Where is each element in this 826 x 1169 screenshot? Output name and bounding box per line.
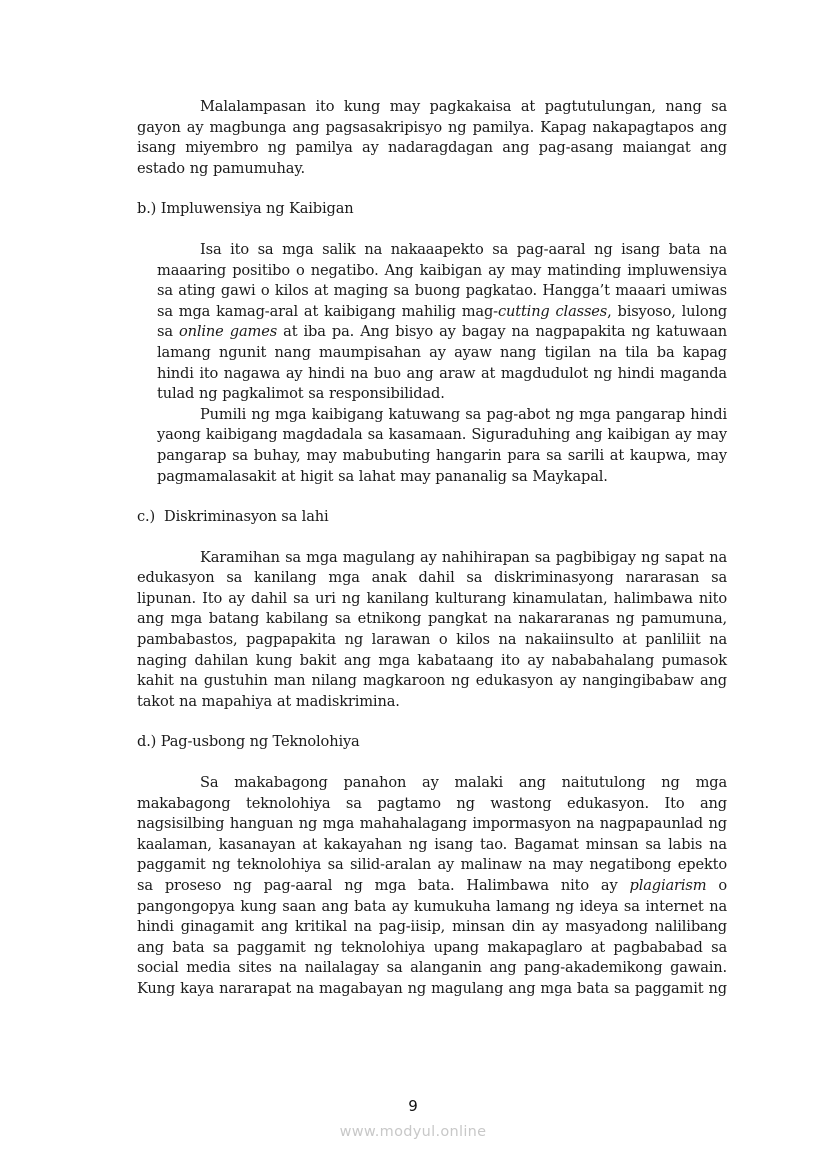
page-number: 9 [408,1097,418,1115]
paragraph-text: o pangongopya kung saan ang bata ay kumukuha lamang ng ideya sa internet na hindi ginagamit ang kritikal na pag-iisip, minsan din ay masyadong nalilibang ang bata sa paggamit ng teknolohiya upang makapaglaro at pagbababad sa social media sites na nailalagay sa alanganin ang pang-akademikong gawain. Kung kaya nararapat na magabayan ng magulang ang mga bata sa paggamit ng [137,877,727,997]
italic-term: plagiarism [629,877,707,894]
section-heading: c.) Diskriminasyon sa lahi [137,508,329,526]
italic-term: online games [179,323,278,341]
paragraph [137,773,727,1000]
watermark: www.modyul.online [339,1124,487,1140]
spacer [137,179,727,199]
document-page [137,97,727,1000]
intro-paragraph: Malalampasan ito kung may pagkakaisa at pagtutulungan, nang sa gayon ay magbunga ang pagsasakripisyo ng pamilya. Kapag nakapagtapos ang isang miyembro ng pamilya ay nadaragdagan ang pag-asang maiangat ang estado ng pamumuhay. [137,98,727,177]
paragraph: Karamihan sa mga magulang ay nahihirapan sa pagbibigay ng sapat na edukasyon sa kanilang mga anak dahil sa diskriminasyong nararasan sa lipunan. Ito ay dahil sa uri ng kanilang kulturang kinamulatan, halimbawa nito ang mga batang kabilang sa etnikong pangkat na nakararanas ng pamumuna, pambabastos, pagpapakita ng larawan o kilos na nakaiinsulto at panliliit na naging dahilan kung bakit ang mga kabataang ito ay nababahalang pumasok kahit na gustuhin man nilang magkaroon ng edukasyon ay nangingibabaw ang takot na mapahiya at madiskrimina. [137,548,727,710]
section-heading: d.) Pag-usbong ng Teknolohiya [137,733,360,751]
italic-term: cutting classes [497,302,608,320]
section-pag-usbong-ng-teknolohiya [137,732,727,999]
section-heading: b.) Impluwensiya ng Kaibigan [137,200,354,218]
paragraph-text: Isa ito sa mga salik na nakaaapekto sa pag-aaral ng isang bata na maaaring positibo o negatibo. Ang kaibigan ay may matinding impluwensiya sa ating gawi o kilos at maging sa buong pagkatao. Hangga’t maaari umiwas sa mga kamag-aral at kaibigang mahilig mag- [157,240,727,320]
paragraph-text: at iba pa. Ang bisyo ay bagay na nagpapakita ng katuwaan lamang ngunit nang maumpisahan ay ayaw nang tigilan na tila ba kapag hindi ito nagawa ay hindi na buo ang araw at magdudulot ng hindi maganda tulad ng pagkalimot sa responsibilidad. [157,323,727,403]
paragraph-text: , bisyoso, lulong sa [157,302,728,341]
paragraph [157,240,727,405]
paragraph-text: Sa makabagong panahon ay malaki ang naitutulong ng mga makabagong teknolohiya sa pagtamo ng wastong edukasyon. Ito ang nagsisilbing hanguan ng mga mahahalagang impormasyon na nagpapaunlad ng kaalaman, kasanayan at kakayahan ng isang tao. Bagamat minsan sa labis na paggamit ng teknolohiya sa silid-aralan ay malinaw na may negatibong epekto sa proseso ng pag-aaral ng mga bata. Halimbawa nito ay [137,774,727,894]
section-impluwensiya-ng-kaibigan [137,199,727,487]
spacer [137,220,727,240]
spacer [137,487,727,507]
spacer [137,753,727,773]
spacer [137,712,727,732]
section-diskriminasyon-sa-lahi [137,507,727,712]
paragraph: Pumili ng mga kaibigang katuwang sa pag-abot ng mga pangarap hindi yaong kaibigang magdadala sa kasamaan. Siguraduhing ang kaibigan ay may pangarap sa buhay, may mabubuting hangarin para sa sarili at kaupwa, may pagmamalasakit at higit sa lahat may pananalig sa Maykapal. [157,405,727,485]
spacer [137,528,727,548]
